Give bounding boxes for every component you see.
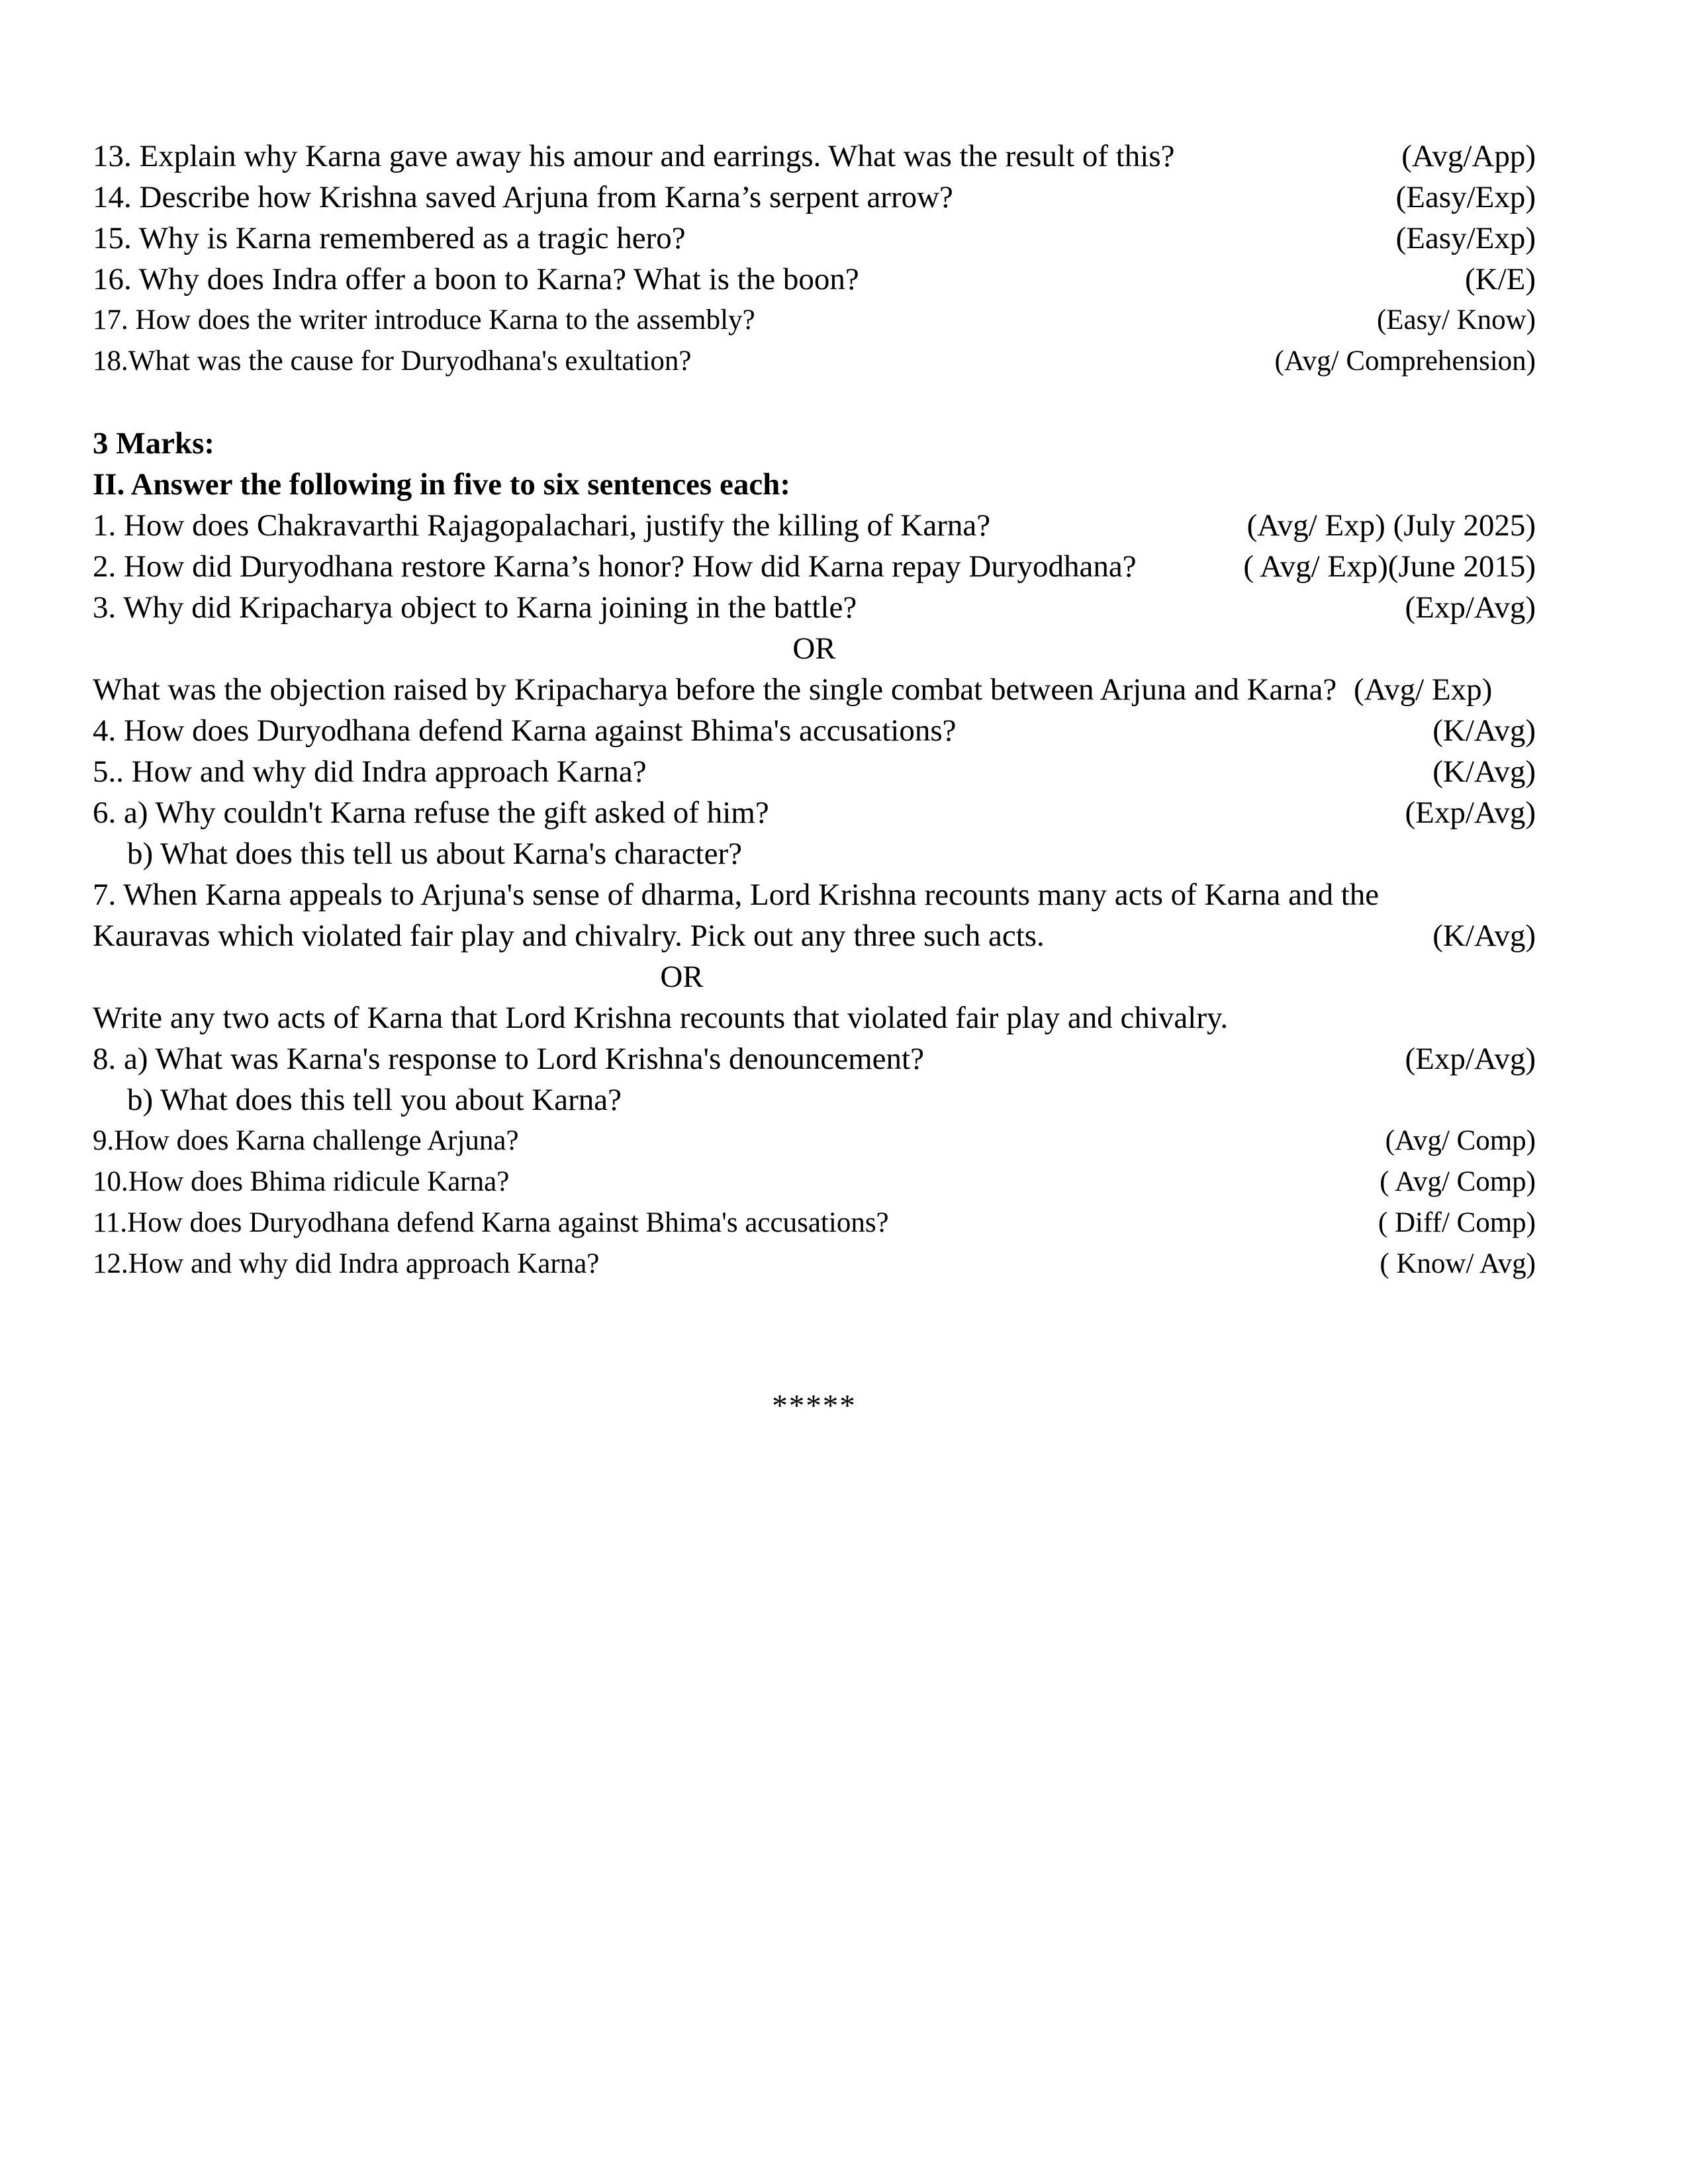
question-text: 18.What was the cause for Duryodhana's exultation? (93, 345, 692, 377)
question-text: 9.How does Karna challenge Arjuna? (93, 1125, 519, 1156)
question-line (93, 218, 1536, 259)
question-line (93, 259, 1536, 300)
section-heading: II. Answer the following in five to six sentences each: (93, 467, 790, 502)
question-text: 8. a) What was Karna's response to Lord Krishna's denouncement? (93, 1042, 924, 1076)
question-tag: (K/E) (1464, 262, 1536, 296)
question-line (93, 792, 1536, 833)
question-line (93, 710, 1536, 751)
question-subpart: b) What does this tell us about Karna's character? (127, 837, 742, 871)
question-tag: ( Diff/ Comp) (1378, 1207, 1536, 1238)
question-tag: (Exp/Avg) (1405, 590, 1536, 625)
question-text: 6. a) Why couldn't Karna refuse the gift asked of him? (93, 796, 769, 830)
question-text: What was the objection raised by Kripacharya before the single combat between Arjuna and Karna? (93, 672, 1337, 707)
blank-line (93, 382, 1536, 423)
end-of-paper-stars: ***** (772, 1388, 857, 1423)
question-text: 13. Explain why Karna gave away his amour and earrings. What was the result of this? (93, 139, 1175, 173)
question-tag: (Avg/ Comprehension) (1274, 345, 1536, 377)
question-tag: (Avg/ Exp) (July 2025) (1246, 508, 1536, 543)
question-tag: (Avg/ Comp) (1385, 1125, 1536, 1156)
question-line (93, 751, 1536, 792)
question-text: 4. How does Duryodhana defend Karna against Bhima's accusations? (93, 713, 957, 748)
question-text: 3. Why did Kripacharya object to Karna joining in the battle? (93, 590, 857, 625)
question-text: 17. How does the writer introduce Karna to the assembly? (93, 304, 755, 336)
question-line (93, 341, 1536, 382)
question-tag: (K/Avg) (1432, 919, 1536, 953)
marks-heading: 3 Marks: (93, 426, 215, 461)
question-line (93, 1244, 1536, 1285)
question-line (93, 915, 1536, 956)
question-tag: (Easy/Exp) (1395, 221, 1536, 255)
question-tag: (Exp/Avg) (1405, 796, 1536, 830)
question-line (93, 136, 1536, 177)
question-line (93, 505, 1536, 546)
question-line (93, 546, 1536, 587)
question-tag: (Avg/ Exp) (1354, 672, 1493, 707)
question-text: 1. How does Chakravarthi Rajagopalachari, justify the killing of Karna? (93, 508, 991, 543)
question-text: 12.How and why did Indra approach Karna? (93, 1248, 600, 1279)
question-tag: ( Avg/ Exp)(June 2015) (1243, 549, 1536, 584)
question-text: 15. Why is Karna remembered as a tragic hero? (93, 221, 686, 255)
question-text: 11.How does Duryodhana defend Karna against Bhima's accusations? (93, 1207, 889, 1238)
part-two-questions (93, 505, 1536, 1285)
question-line (93, 1161, 1536, 1203)
question-line (93, 1120, 1536, 1161)
question-line (93, 300, 1536, 341)
or-divider: OR (792, 631, 836, 666)
question-line (93, 177, 1536, 218)
question-line (93, 669, 1536, 710)
part-one-questions (93, 136, 1536, 382)
question-text: 5.. How and why did Indra approach Karna? (93, 754, 647, 789)
or-divider: OR (660, 960, 704, 994)
question-line (93, 1038, 1536, 1079)
question-text-wrap-line1: 7. When Karna appeals to Arjuna's sense of dharma, Lord Krishna recounts many acts of Karna and the (93, 878, 1380, 912)
question-line (93, 1203, 1536, 1244)
question-tag: (Easy/ Know) (1376, 304, 1536, 336)
question-text: 16. Why does Indra offer a boon to Karna? What is the boon? (93, 262, 859, 296)
question-tag: (Exp/Avg) (1405, 1042, 1536, 1076)
question-subpart: b) What does this tell you about Karna? (127, 1083, 622, 1117)
question-text-wrap-line2: Kauravas which violated fair play and chivalry. Pick out any three such acts. (93, 919, 1045, 953)
question-tag: ( Know/ Avg) (1380, 1248, 1536, 1279)
question-text: 14. Describe how Krishna saved Arjuna from Karna’s serpent arrow? (93, 180, 953, 214)
question-text: Write any two acts of Karna that Lord Krishna recounts that violated fair play and chivalry. (93, 1001, 1229, 1035)
question-text: 2. How did Duryodhana restore Karna’s honor? How did Karna repay Duryodhana? (93, 549, 1137, 584)
question-tag: (Avg/App) (1401, 139, 1536, 173)
question-tag: (K/Avg) (1432, 754, 1536, 789)
question-tag: ( Avg/ Comp) (1380, 1166, 1536, 1197)
question-tag: (K/Avg) (1432, 713, 1536, 748)
question-text: 10.How does Bhima ridicule Karna? (93, 1166, 510, 1197)
question-line (93, 587, 1536, 628)
question-tag: (Easy/Exp) (1395, 180, 1536, 214)
